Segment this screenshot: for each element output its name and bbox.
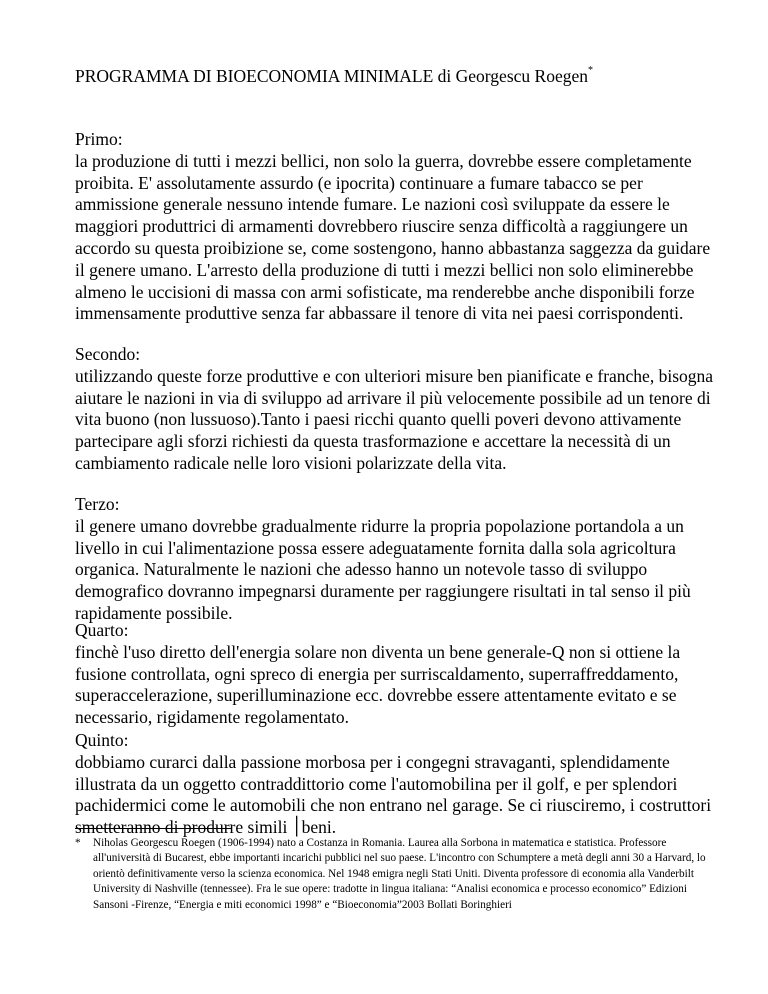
section-body: utilizzando queste forze produttive e con ulteriori misure ben pianificate e franche, bisogna aiutare le nazioni in via di sviluppo ad arrivare il più velocemente possibile ad un tenore di vita buono (non lussuoso).Tanto i paesi ricchi quanto quelli poveri devono attivamente partecipare agli sforzi richiesti da questa trasformazione e accettare la necessità di un cambiamento radicale nelle loro visioni polarizzate della vita. [75,365,714,473]
footnote-mark: * [75,837,81,849]
footnote [75,836,715,913]
section-quinto [75,730,715,839]
section-quarto [75,620,715,729]
section-heading: Quinto: [75,730,129,750]
section-heading: Terzo: [75,494,120,514]
section-heading: Quarto: [75,620,129,640]
section-secondo [75,344,715,475]
section-terzo [75,494,715,625]
footnote-reference-mark: * [588,65,593,76]
document-title: PROGRAMMA DI BIOECONOMIA MINIMALE di Georgescu Roegen* [75,65,593,86]
footnote-divider [75,828,231,829]
section-body: la produzione di tutti i mezzi bellici, non solo la guerra, dovrebbe essere completamente proibita. E' assolutamente assurdo (e ipocrita) continuare a fumare tabacco se per ammissione generale nessuno intende fumare. Le nazioni così sviluppate da essere le maggiori produttrici di armamenti dovrebbero riuscire senza difficoltà a raggiungere un accordo su questa proibizione se, come sostengono, hanno abbastanza saggezza da guidare il genere umano. L'arresto della produzione di tutti i mezzi bellici non solo eliminerebbe almeno le uccisioni di massa con armi sofisticate, ma renderebbe anche disponibili forze immensamente produttive senza far abbassare il tenore di vita nei paesi corrispondenti. [75,150,711,324]
section-body: il genere umano dovrebbe gradualmente ridurre la propria popolazione portandola a un livello in cui l'alimentazione possa essere adeguatamente fornita dalla sola agricoltura organica. Naturalmente le nazioni che adesso hanno un notevole tasso di sviluppo demografico dovranno impegnarsi duramente per raggiungere risultati in tal senso il più rapidamente possibile. [75,515,691,623]
section-body: finchè l'uso diretto dell'energia solare non diventa un bene generale-Q non si ottiene la fusione controllata, ogni spreco di energia per surriscaldamento, superraffreddamento, superaccelerazione, superilluminazione ecc. dovrebbe essere attentamente evitato e se necessario, rigidamente regolamentato. [75,641,681,728]
section-primo [75,129,715,325]
section-body: dobbiamo curarci dalla passione morbosa per i congegni stravaganti, splendidamente illustrata da un oggetto contraddittorio come l'automobilina per il golf, e per splendori pachidermici come le automobili che non entrano nel garage. Se ci riusciremo, i costruttori smetteranno di produrre simili ׀beni. [75,751,712,838]
footnote-text: Niholas Georgescu Roegen (1906-1994) nato a Costanza in Romania. Laurea alla Sorbona in matematica e statistica. Professore all'università di Bucarest, ebbe importanti incarichi pubblici nel suo paese. L'incontro con Schumptere a metà degli anni 30 a Harvard, lo orientò definitivamente verso la scienza economica. Nel 1948 emigra negli Stati Uniti. Diventa professore di economia alla Vanderbilt University di Nashville (tennessee). Fra le sue opere: tradotte in lingua italiana: “Analisi economica e processo economico” Edizioni Sansoni -Firenze, “Energia e miti economici 1998” e “Bioeconomia”2003 Bollati Boringhieri [93,837,706,911]
section-heading: Primo: [75,129,123,149]
section-heading: Secondo: [75,344,141,364]
